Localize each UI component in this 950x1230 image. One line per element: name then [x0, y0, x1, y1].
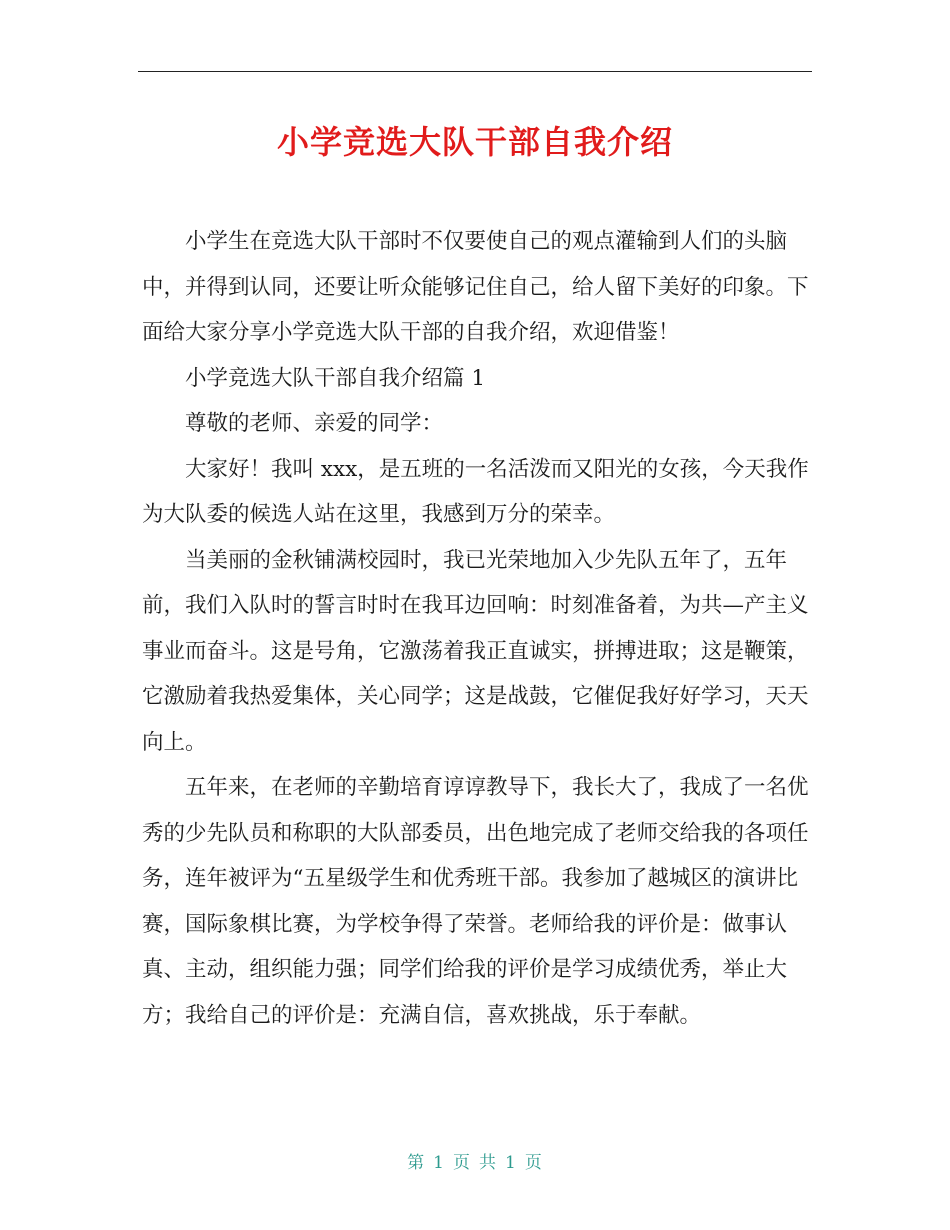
page-footer [0, 1148, 950, 1173]
footer-total-pages: 1 [505, 1153, 517, 1173]
footer-page-unit: 页 [453, 1153, 471, 1173]
intro-paragraph: 小学生在竞选大队干部时不仅要使自己的观点灌输到人们的头脑中，并得到认同，还要让听众能够记住自己，给人留下美好的印象。下面给大家分享小学竞选大队干部的自我介绍，欢迎借鉴！ [142, 229, 809, 345]
body-paragraph: 当美丽的金秋铺满校园时，我已光荣地加入少先队五年了，五年前，我们入队时的誓言时时在我耳边回响：时刻准备着，为共—产主义事业而奋斗。这是号角，它激荡着我正直诚实，拼搏进取；这是鞭策，它激励着我热爱集体，关心同学；这是战鼓，它催促我好好学习，天天向上。 [142, 547, 809, 755]
document-title: 小学竞选大队干部自我介绍 [276, 123, 673, 161]
document-body [142, 219, 812, 1038]
body-paragraph: 五年来，在老师的辛勤培育谆谆教导下，我长大了，我成了一名优秀的少先队员和称职的大队部委员，出色地完成了老师交给我的各项任务，连年被评为“五星级学生和优秀班干部。我参加了越城区的演讲比赛，国际象棋比赛，为学校争得了荣誉。老师给我的评价是：做事认真、主动，组织能力强；同学们给我的评价是学习成绩优秀，举止大方；我给自己的评价是：充满自信，喜欢挑战，乐于奉献。 [142, 775, 809, 1028]
section-heading: 小学竞选大队干部自我介绍篇 1 [185, 365, 486, 391]
body-paragraph: 大家好！我叫 xxx，是五班的一名活泼而又阳光的女孩，今天我作为大队委的候选人站在这里，我感到万分的荣幸。 [142, 456, 809, 527]
footer-current-page: 1 [433, 1153, 445, 1173]
footer-total-label: 共 [479, 1153, 497, 1173]
salutation: 尊敬的老师、亲爱的同学： [185, 411, 444, 436]
footer-page-label: 第 [407, 1153, 426, 1173]
header-rule [138, 71, 812, 72]
footer-total-unit: 页 [524, 1153, 543, 1173]
